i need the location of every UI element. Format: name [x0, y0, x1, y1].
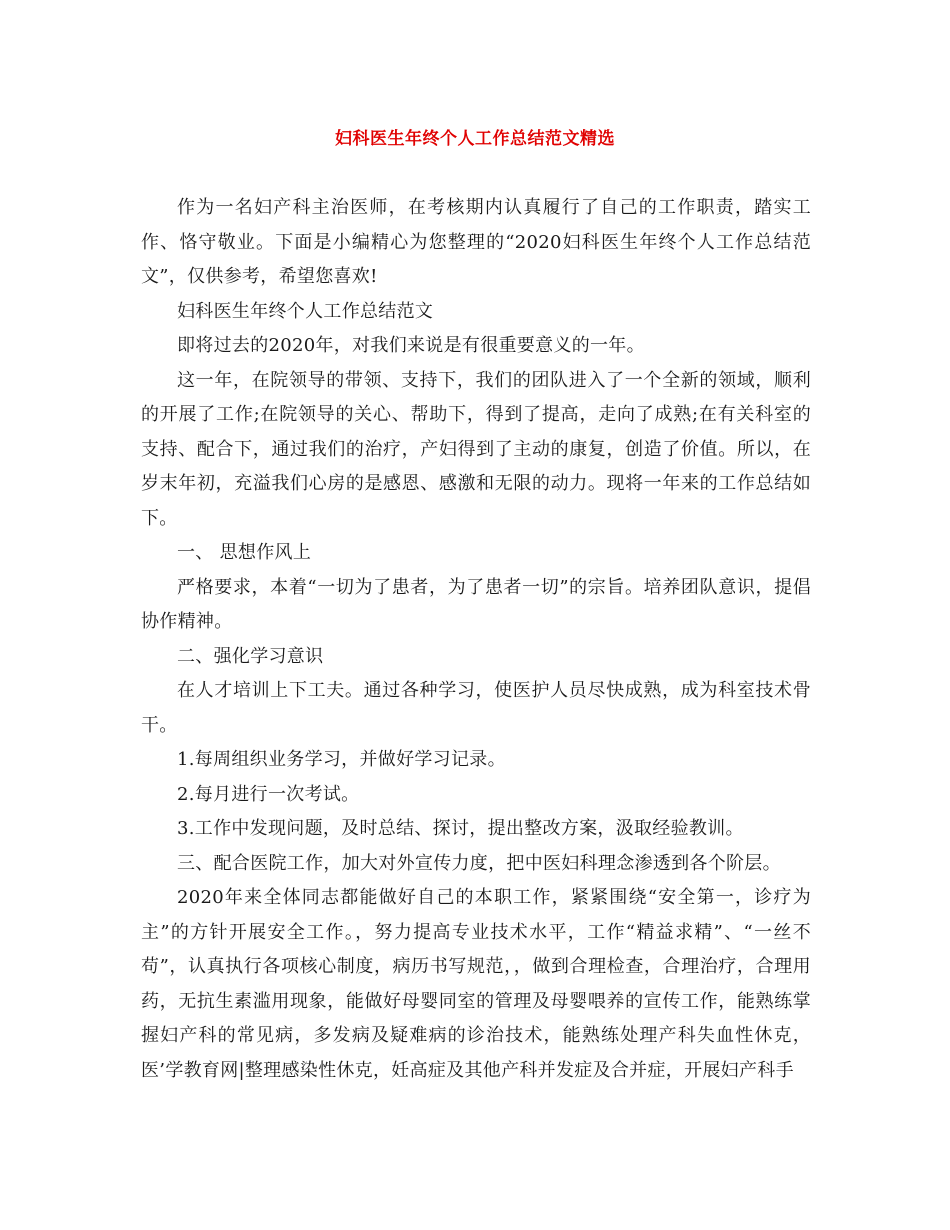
- document-title: 妇科医生年终个人工作总结范文精选: [335, 129, 615, 149]
- section-heading-1: 一、 思想作风上: [177, 542, 312, 563]
- paragraph-year-summary: 这一年，在院领导的带领、支持下，我们的团队进入了一个全新的领域，顺利的开展了工作;在院领导的关心、帮助下，得到了提高，走向了成熟;在有关科室的支持、配合下，通过我们的治疗，产妇得到了主动的康复，创造了价值。所以，在岁末年初，充溢我们心房的是感恩、感激和无限的动力。现将一年来的工作总结如下。: [141, 369, 811, 529]
- section-heading-2: 二、强化学习意识: [177, 645, 324, 667]
- document-body: [141, 191, 811, 1088]
- list-item-1: 1.每周组织业务学习，并做好学习记录。: [177, 749, 506, 770]
- list-item-3: 3.工作中发现问题，及时总结、探讨，提出整改方案，汲取经验教训。: [177, 818, 744, 839]
- paragraph-section-1: 严格要求，本着“一切为了患者，为了患者一切”的宗旨。培养团队意识，提倡协作精神。: [141, 576, 811, 632]
- paragraph-section-3: 2020年来全体同志都能做好自己的本职工作，紧紧围绕“安全第一，诊疗为主”的方针开展安全工作。，努力提高专业技术水平，工作“精益求精”、“一丝不苟”，认真执行各项核心制度，病历书写规范，，做到合理检查，合理治疗，合理用药，无抗生素滥用现象，能做好母婴同室的管理及母婴喂养的宣传工作，能熟练掌握妇产科的常见病，多发病及疑难病的诊治技术，能熟练处理产科失血性休克，医’学教育网|整理感染性休克，妊高症及其他产科并发症及合并症，开展妇产科手: [141, 887, 811, 1081]
- paragraph-subtitle: 妇科医生年终个人工作总结范文: [177, 300, 434, 322]
- paragraph-intro: 作为一名妇产科主治医师，在考核期内认真履行了自己的工作职责，踏实工作、恪守敬业。下面是小编精心为您整理的“2020妇科医生年终个人工作总结范文”，仅供参考，希望您喜欢!: [141, 197, 811, 287]
- paragraph-year-opening: 即将过去的2020年，对我们来说是有很重要意义的一年。: [177, 335, 645, 356]
- paragraph-section-2: 在人才培训上下工夫。通过各种学习，使医护人员尽快成熟，成为科室技术骨干。: [141, 680, 811, 736]
- list-item-2: 2.每月进行一次考试。: [177, 783, 360, 805]
- section-heading-3: 三、配合医院工作，加大对外宣传力度，把中医妇科理念渗透到各个阶层。: [177, 852, 781, 874]
